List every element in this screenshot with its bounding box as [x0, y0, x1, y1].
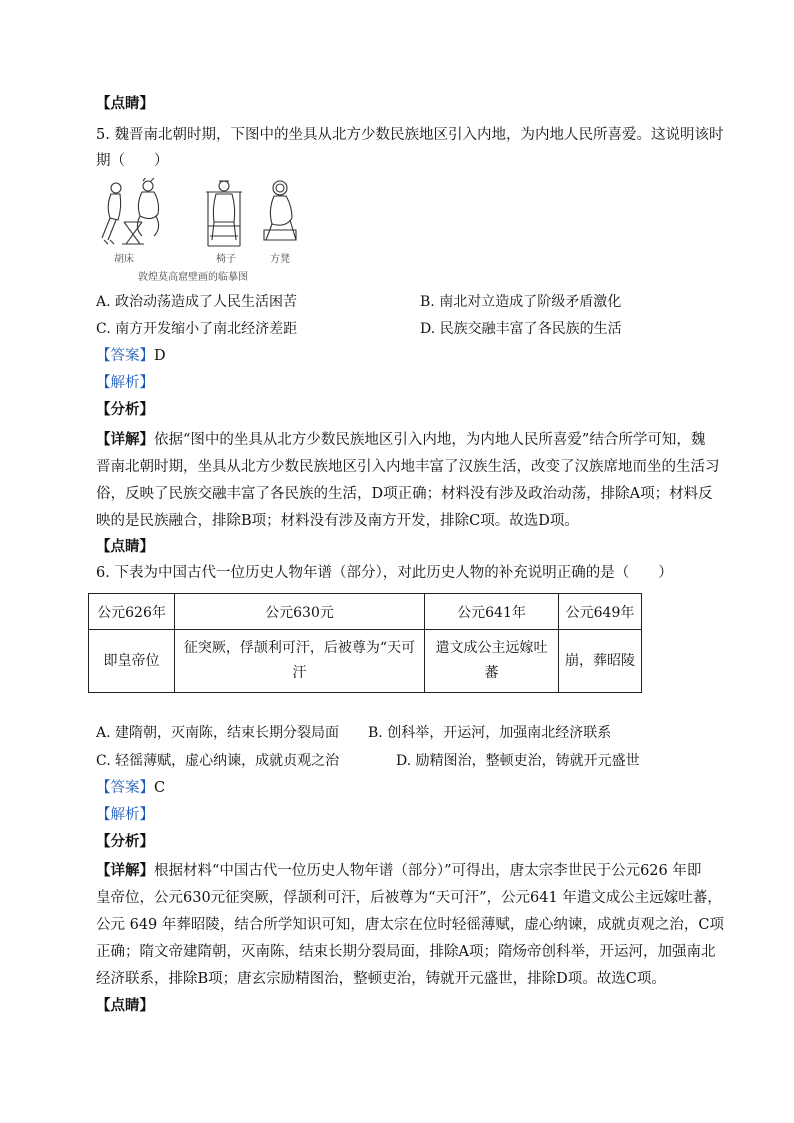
q6-detail — [96, 857, 724, 993]
xiangjie-label: 【详解】 — [96, 862, 154, 879]
q6-detail-line: 皇帝位，公元630元征突厥，俘颉利可汗，后被尊为“天可汗”，公元641 年遣文成公主远嫁吐蕃， — [96, 890, 722, 906]
q5-answer-value: D — [154, 348, 166, 364]
table-cell-line: 征突厥，俘颉利可汗，后被尊为“天可 — [183, 640, 416, 656]
q5-detail-line: 晋南北朝时期，坐具从北方少数民族地区引入内地丰富了汉族生活，改变了汉族席地而坐的生活习 — [96, 459, 720, 475]
answer-label: 【答案】 — [96, 348, 154, 364]
q5-option-b: B. 南北对立造成了阶级矛盾激化 — [420, 294, 622, 310]
figure-label-huchuang: 胡床 — [114, 254, 134, 265]
q5-stem-line1: 5. 魏晋南北朝时期，下图中的坐具从北方少数民族地区引入内地，为内地人民所喜爱。这说明该时 — [96, 127, 724, 143]
table-header-cell: 公元649年 — [559, 594, 642, 630]
table-header-cell: 公元641年 — [425, 594, 559, 630]
figure-label-yizi: 椅子 — [216, 254, 236, 265]
xiangjie-label: 【详解】 — [96, 431, 154, 448]
q5-option-c: C. 南方开发缩小了南北经济差距 — [96, 321, 298, 337]
dianjing-label-q6: 【点睛】 — [96, 997, 154, 1014]
q5-detail-line: 依据“图中的坐具从北方少数民族地区引入内地，为内地人民所喜爱”结合所学可知，魏 — [154, 432, 706, 448]
q5-option-d: D. 民族交融丰富了各民族的生活 — [420, 321, 622, 337]
table-cell-line: 蕃 — [484, 665, 499, 681]
q6-option-c: C. 轻徭薄赋，虚心纳谏，成就贞观之治 — [96, 753, 340, 769]
q6-answer-value: C — [154, 780, 166, 796]
dianjing-label-top: 【点睛】 — [96, 95, 154, 112]
q5-detail-line: 俗，反映了民族交融丰富了各民族的生活，D项正确；材料没有涉及政治动荡，排除A项；材料反 — [96, 486, 713, 502]
answer-label: 【答案】 — [96, 780, 154, 796]
dianjing-label-q5: 【点睛】 — [96, 538, 154, 555]
q5-detail-line: 映的是民族融合，排除B项；材料没有涉及南方开发，排除C项。故选D项。 — [96, 513, 579, 529]
table-header-cell: 公元630元 — [175, 594, 425, 630]
table-cell: 即皇帝位 — [89, 630, 175, 693]
q6-fenxi-label: 【分析】 — [96, 833, 154, 850]
q5-detail — [96, 426, 720, 535]
q6-detail-line: 经济联系，排除B项；唐玄宗励精图治，整顿吏治，铸就开元盛世，排除D项。故选C项。 — [96, 971, 666, 987]
q5-option-a: A. 政治动荡造成了人民生活困苦 — [96, 294, 298, 310]
table-cell — [175, 630, 425, 693]
chronology-table — [88, 593, 642, 693]
table-cell — [425, 630, 559, 693]
q6-option-a: A. 建隋朝，灭南陈，结束长期分裂局面 — [96, 725, 340, 741]
table-header-row — [89, 594, 642, 630]
table-cell-line: 遣文成公主远嫁吐 — [435, 640, 548, 656]
seat-illustration — [96, 178, 308, 282]
q5-seat-figure — [96, 178, 308, 282]
table-cell-line: 汗 — [292, 665, 307, 681]
q6-detail-line: 根据材料“中国古代一位历史人物年谱（部分）”可得出，唐太宗李世民于公元626 年即 — [154, 863, 702, 879]
q6-option-d: D. 励精图治，整顿吏治，铸就开元盛世 — [396, 753, 640, 769]
figure-label-fangdeng: 方凳 — [270, 254, 290, 265]
q6-stem: 6. 下表为中国古代一位历史人物年谱（部分），对此历史人物的补充说明正确的是（ ） — [96, 565, 673, 581]
q6-detail-line: 正确；隋文帝建隋朝，灭南陈，结束长期分裂局面，排除A项；隋炀帝创科举，开运河，加强南北 — [96, 944, 716, 960]
table-header-cell: 公元626年 — [89, 594, 175, 630]
q6-answer-line — [96, 778, 165, 798]
q6-option-b: B. 创科举，开运河，加强南北经济联系 — [368, 725, 612, 741]
q5-stem-line2: 期（ ） — [96, 153, 169, 169]
q5-answer-line — [96, 346, 166, 366]
q5-fenxi-label: 【分析】 — [96, 401, 154, 418]
q5-jiexi-label: 【解析】 — [96, 375, 154, 391]
table-row — [89, 630, 642, 693]
q6-jiexi-label: 【解析】 — [96, 807, 154, 823]
q6-detail-line: 公元 649 年葬昭陵，结合所学知识可知，唐太宗在位时轻徭薄赋，虚心纳谏，成就贞观之治，C项 — [96, 917, 724, 933]
table-cell: 崩，葬昭陵 — [559, 630, 642, 693]
figure-caption: 敦煌莫高窟壁画的临摹图 — [138, 272, 248, 283]
